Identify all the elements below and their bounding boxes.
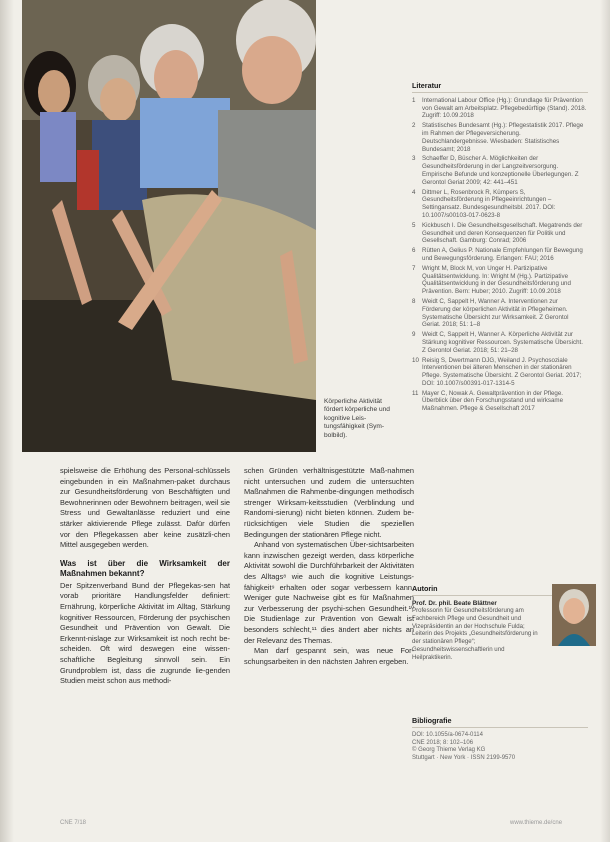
reference-number: 5 (412, 221, 416, 229)
reference-item (412, 357, 588, 388)
bibliography-line: © Georg Thieme Verlag KG (412, 747, 486, 754)
literature-title: Literatur (412, 82, 588, 93)
reference-item (412, 265, 588, 296)
article-column-left (60, 466, 230, 687)
reference-list (412, 97, 588, 413)
reference-number: 7 (412, 264, 416, 272)
reference-item (412, 189, 588, 220)
author-title: Autorin (412, 584, 588, 596)
reference-text: Dittmer L, Rosenbrock R, Kümpers S, Gesundheitsförderung in Pflegeeinrichtungen – Settingansatz. Bundesgesundheitsbl. 2017. DOI: 10.1007/s00103-017-0623-8 (422, 188, 556, 219)
reference-text: Weidt C, Sappelt H, Wanner A. Interventionen zur Förderung der körperlichen Aktivität in Pflegeheimen. Systematische Übersicht zur Wirksamkeit. Z Gerontol Geriat. 2018; 51: 1–8 (422, 297, 569, 329)
reference-text: Rütten A, Gelius P. Nationale Empfehlungen für Bewegung und Bewegungsförderung. Erlangen: FAU; 2016 (422, 247, 583, 262)
reference-item (412, 97, 588, 120)
footer-journal: CNE 7/18 (60, 820, 87, 826)
author-photo (552, 584, 596, 646)
reference-text: Mayer C, Nowak A. Gewaltprävention in der Pflege. Überblick über den Forschungsstand und wirksame Maßnahmen. Pflege & Gesellschaft 2017 (422, 389, 564, 413)
reference-number: 4 (412, 188, 416, 196)
reference-number: 6 (412, 247, 416, 255)
bibliography-title: Bibliografie (412, 716, 588, 728)
reference-text: Statistisches Bundesamt (Hg.): Pflegestatistik 2017. Pflege im Rahmen der Pflegeversicherung. Deutschlandergebnisse. Wiesbaden: Statistisches Bundesamt; 2018 (422, 122, 584, 153)
page-edge-right (600, 0, 610, 842)
reference-number: 10 (412, 356, 419, 364)
reference-text: Kickbusch I. Die Gesundheitsgesellschaft. Megatrends der Gesundheit und deren Konsequenzen für Politik und Gesellschaft. Gamburg: Conrad; 2006 (422, 221, 583, 245)
bibliography-line: Stuttgart · New York · ISSN 2199-9570 (412, 754, 516, 761)
page-edge-left (0, 0, 14, 842)
author-box (412, 584, 588, 662)
author-bio: Professorin für Gesundheitsförderung am Fachbereich Pflege und Gesundheit und Vizepräsidentin an der Hochschule Fulda; Leiterin des Projekts „Gesundheitsförderung in der stationären Pflege“; Gesundheitswissenschaftlerin und Heilpraktikerin. (412, 607, 538, 661)
seniors-exercise-photo (22, 0, 316, 452)
reference-item (412, 390, 588, 413)
reference-number: 3 (412, 155, 416, 163)
article-column-middle (244, 466, 414, 667)
reference-item (412, 331, 588, 354)
paragraph: spielsweise die Erhöhung des Personal-schlüssels eingebunden in ein Maßnahmen-paket durchaus zur Gesundheitsförderung von Beschäftigten und Bewohnerinnen oder Bewohnern beitragen, weil sie Stress und Gewaltanlässe reduziert und eine stärker aktivierende Pflege zulässt. Dafür dürfen vor den Pflegekassen aber keine zusätzli-chen Mittel ausgegeben werden. (60, 466, 230, 550)
reference-text: Schaeffer D, Büscher A. Möglichkeiten der Gesundheitsförderung in der Langzeitversorgung. Empirische Befunde und konzeptionelle Überlegungen. Z Gerontol Geriat 2009; 42: 441–451 (422, 155, 579, 186)
footer-website: www.thieme.de/cne (510, 820, 563, 826)
reference-item (412, 247, 588, 263)
reference-text: Reisig S, Dwertmann DJG, Weiland J. Psychosoziale Interventionen bei älteren Menschen in der stationären Pflege. Systematische Übersicht. Z Gerontol Geriat. 2017; DOI: 10.1007/s00391-017-1314-5 (422, 356, 582, 387)
reference-item (412, 222, 588, 245)
reference-text: Wright M, Block M, von Unger H. Partizipative Qualitätsentwicklung. In: Wright M (Hg.). Partizipative Qualitätsentwicklung in der Gesundheitsförderung und Prävention. Bern: Huber; 2010. Zugriff: 10.09.2018 (422, 264, 571, 296)
reference-item (412, 122, 588, 153)
paragraph: Man darf gespannt sein, was neue For-schungsarbeiten in den nächsten Jahren ergeben. (244, 646, 414, 666)
literature-sidebar (412, 82, 588, 415)
reference-text: International Labour Office (Hg.): Grundlage für Prävention von Gewalt am Arbeitsplatz. Pflegebedürftige (Stand). 2018. Zugriff: 10.09.2018 (422, 96, 587, 120)
reference-number: 2 (412, 122, 416, 130)
paragraph: schen Gründen verhältnisgestützte Maß-nahmen nicht untersuchen und zudem die untersuchten Maßnahmen die Rahmenbe-dingungen methodisch strenger Wirksam-keitsstudien (Verblindung und Randomi-sierung) nicht bieten können. Zudem be-rücksichtigen viele Studien die speziellen Bedingungen der stationären Pflege nicht. (244, 466, 414, 539)
reference-item (412, 155, 588, 186)
reference-text: Weidt C, Sappelt H, Wanner A. Körperliche Aktivität zur Stärkung kognitiver Ressourcen. Systematische Übersicht. Z Gerontol Geriat. 2018; 51: 21–28 (422, 331, 583, 354)
author-name: Prof. Dr. phil. Beate Blättner (412, 600, 497, 607)
reference-number: 9 (412, 331, 416, 339)
section-heading: Was ist über die Wirksamkeit der Maßnahmen bekannt? (60, 558, 230, 578)
reference-item (412, 298, 588, 329)
paragraph: Anhand von systematischen Über-sichtsarbeiten kann inzwischen gezeigt werden, dass körperliche Aktivität sowohl die Durchführbarkeit der Aktivitäten des Alltags⁸ wie auch die kognitive Leistungs-fähigkeit⁹ erhalten oder sogar verbessern kann. Weniger gute Nachweise gibt es für Maßnahmen zur Verbesserung der psychi-schen Gesundheit.¹⁰ Die Studienlage zur Prävention von Gewalt ist besonders schlecht,¹¹ dies ändert aber nichts an der Relevanz des Themas. (244, 540, 414, 645)
bibliography-box (412, 716, 588, 762)
photo-caption: Körperliche Aktivität fördert körperliche und kognitive Leis-tungsfähigkeit (Sym-bolbild). (324, 398, 390, 439)
bibliography-line: CNE 2018; 8: 102–106 (412, 739, 474, 746)
bibliography-line: DOI: 10.1055/a-0674-0114 (412, 732, 483, 738)
reference-number: 8 (412, 297, 416, 305)
reference-number: 1 (412, 96, 416, 104)
reference-number: 11 (412, 389, 419, 397)
paragraph: Der Spitzenverband Bund der Pflegekas-sen hat vorab prioritäre Handlungsfelder definiert: Ernährung, körperliche Aktivität im Alltag, Stärkung kognitiver Ressourcen, Förderung der psychischen Gesundheit und Prävention von Gewalt. Die Erkennt-nislage zur Wirksamkeit ist noch recht be-scheiden. Oft wird deswegen eine wissen-schaftliche Begleitung sinnvoll sein. Ein Grundproblem ist, dass die zugrunde lie-genden Studien meist schon aus methodi- (60, 580, 230, 686)
